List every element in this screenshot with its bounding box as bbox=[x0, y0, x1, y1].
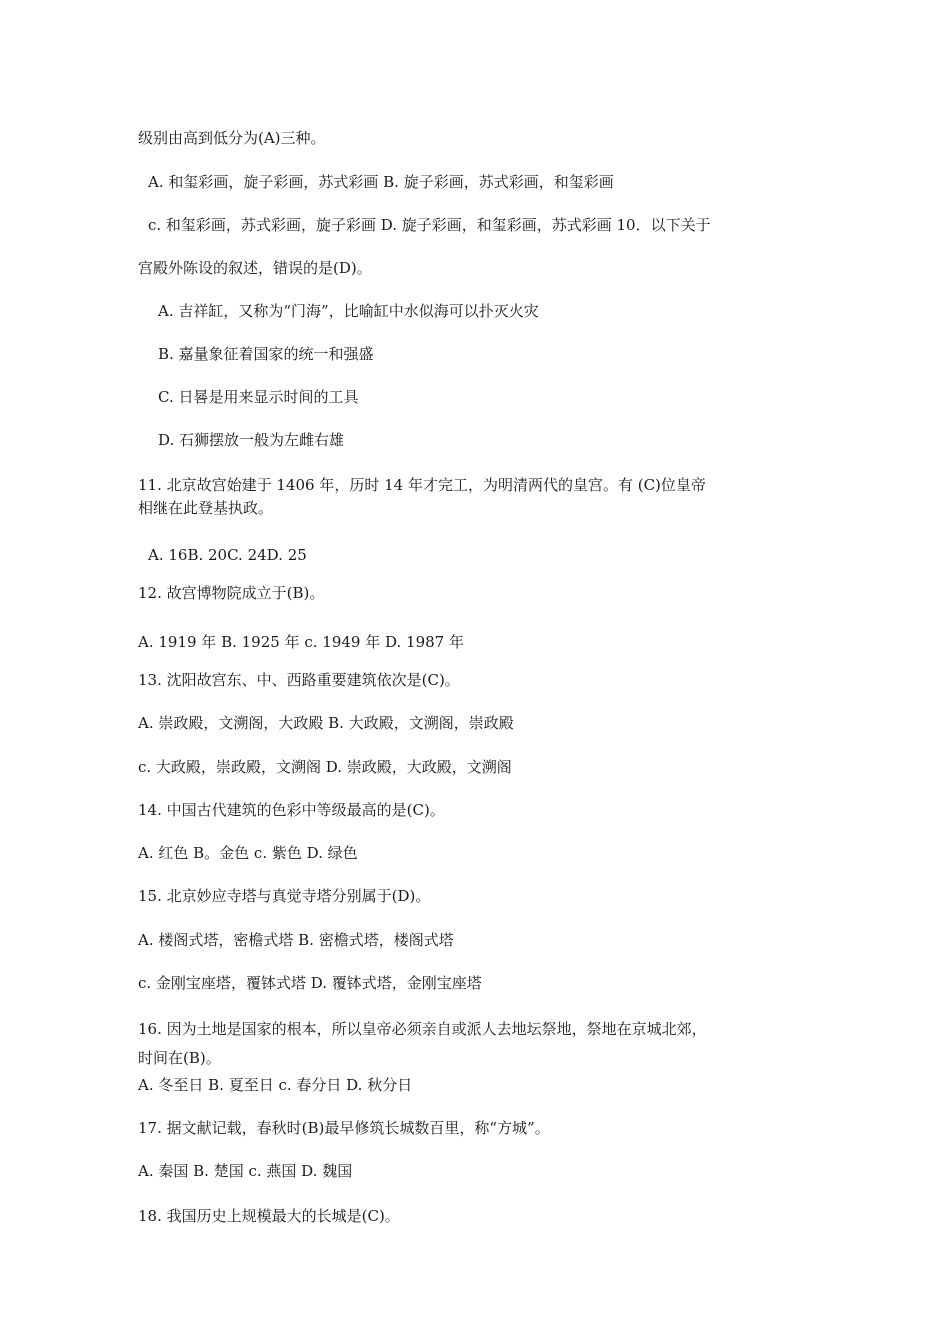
option-line: c. 金刚宝座塔，覆钵式塔 D. 覆钵式塔，金刚宝座塔 bbox=[138, 974, 482, 992]
option-line: A. 秦国 B. 楚国 c. 燕国 D. 魏国 bbox=[138, 1162, 353, 1180]
question-line: 16. 因为土地是国家的根本，所以皇帝必须亲自或派人去地坛祭地，祭地在京城北郊， bbox=[138, 1020, 707, 1038]
question-line: 14. 中国古代建筑的色彩中等级最高的是(C)。 bbox=[138, 801, 445, 819]
question-line: 相继在此登基执政。 bbox=[138, 499, 274, 517]
text-line: 宫殿外陈设的叙述，错误的是(D)。 bbox=[138, 259, 372, 277]
question-line: 17. 据文献记载，春秋时(B)最早修筑长城数百里，称“方城”。 bbox=[138, 1119, 550, 1137]
question-line: 11. 北京故宫始建于 1406 年，历时 14 年才完工，为明清两代的皇宫。有 (C)位皇帝 bbox=[138, 476, 706, 494]
option-line: A. 1919 年 B. 1925 年 c. 1949 年 D. 1987 年 bbox=[138, 633, 464, 651]
option-line: A. 崇政殿，文溯阁，大政殿 B. 大政殿，文溯阁，崇政殿 bbox=[138, 714, 514, 732]
question-line: 时间在(B)。 bbox=[138, 1049, 221, 1067]
option-line: A. 和玺彩画，旋子彩画，苏式彩画 B. 旋子彩画，苏式彩画，和玺彩画 bbox=[148, 173, 614, 191]
option-line: c. 大政殿，崇政殿，文溯阁 D. 崇政殿，大政殿，文溯阁 bbox=[138, 758, 512, 776]
option-line: A. 冬至日 B. 夏至日 c. 春分日 D. 秋分日 bbox=[138, 1076, 413, 1094]
option-line: C. 日晷是用来显示时间的工具 bbox=[158, 388, 359, 406]
question-line: 15. 北京妙应寺塔与真觉寺塔分别属于(D)。 bbox=[138, 887, 431, 905]
question-line: 18. 我国历史上规模最大的长城是(C)。 bbox=[138, 1207, 400, 1225]
option-line: A. 红色 B。金色 c. 紫色 D. 绿色 bbox=[138, 844, 358, 862]
option-line: c. 和玺彩画，苏式彩画，旋子彩画 D. 旋子彩画，和玺彩画，苏式彩画 10．以下关于 bbox=[148, 216, 711, 234]
option-line: D. 石狮摆放一般为左雌右雄 bbox=[158, 431, 345, 449]
option-line: A. 吉祥缸，又称为“门海”，比喻缸中水似海可以扑灭火灾 bbox=[158, 302, 539, 320]
question-line: 12. 故宫博物院成立于(B)。 bbox=[138, 584, 325, 602]
text-line: 级别由高到低分为(A)三种。 bbox=[138, 129, 326, 147]
option-line: A. 16B. 20C. 24D. 25 bbox=[148, 546, 307, 564]
question-line: 13. 沈阳故宫东、中、西路重要建筑依次是(C)。 bbox=[138, 671, 460, 689]
option-line: A. 楼阁式塔，密檐式塔 B. 密檐式塔，楼阁式塔 bbox=[138, 931, 454, 949]
option-line: B. 嘉量象征着国家的统一和强盛 bbox=[158, 345, 374, 363]
